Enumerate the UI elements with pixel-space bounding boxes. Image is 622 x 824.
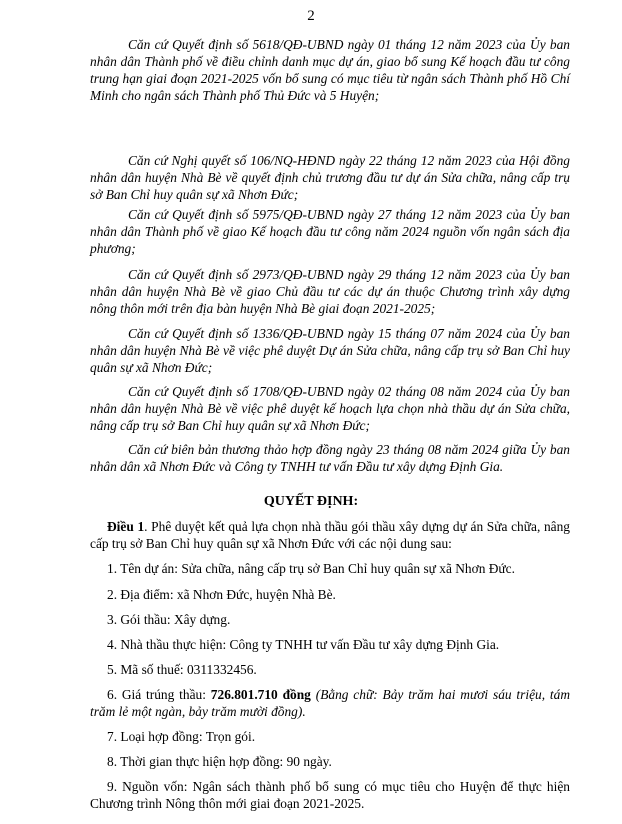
price-label: 6. Giá trúng thầu: [107,687,211,702]
basis-paragraph: Căn cứ biên bản thương thảo hợp đồng ngày 23 tháng 08 năm 2024 giữa Ủy ban nhân dân xã Nhơn Đức và Công ty TNHH tư vấn Đầu tư xây dựng Định Gia. [90,442,570,474]
article-1 [90,518,570,552]
list-item: 8. Thời gian thực hiện hợp đồng: 90 ngày. [107,754,332,769]
decision-heading: QUYẾT ĐỊNH: [263,494,359,509]
basis-paragraph: Căn cứ Quyết định số 1708/QĐ-UBND ngày 02 tháng 08 năm 2024 của Ủy ban nhân dân huyện Nhà Bè về việc phê duyệt kế hoạch lựa chọn nhà thầu dự án Sửa chữa, nâng cấp trụ sở Ban Chỉ huy quân sự xã Nhơn Đức; [90,384,570,433]
list-item: 3. Gói thầu: Xây dựng. [107,612,231,627]
basis-paragraph: Căn cứ Nghị quyết số 106/NQ-HĐND ngày 22 tháng 12 năm 2023 của Hội đồng nhân dân huyện Nhà Bè về quyết định chủ trương đầu tư dự án Sửa chữa, nâng cấp trụ sở Ban Chỉ huy quân sự xã Nhơn Đức; [90,153,570,202]
basis-paragraph: Căn cứ Quyết định số 2973/QĐ-UBND ngày 29 tháng 12 năm 2023 của Ủy ban nhân dân huyện Nhà Bè về giao Chủ đầu tư các dự án thuộc Chương trình xây dựng nông thôn mới trên địa bàn huyện Nhà Bè giai đoạn 2021-2025; [90,267,570,316]
basis-paragraph: Căn cứ Quyết định số 5618/QĐ-UBND ngày 01 tháng 12 năm 2023 của Ủy ban nhân dân Thành phố về điều chỉnh danh mục dự án, giao bổ sung Kế hoạch đầu tư công trung hạn giai đoạn 2021-2025 vốn bổ sung có mục tiêu từ ngân sách Thành phố Hồ Chí Minh cho ngân sách Thành phố Thủ Đức và 5 Huyện; [90,37,570,103]
article-1-label: Điều 1 [107,519,145,534]
list-item: 5. Mã số thuế: 0311332456. [107,662,257,677]
list-item: 9. Nguồn vốn: Ngân sách thành phố bổ sung có mục tiêu cho Huyện để thực hiện Chương trình Nông thôn mới giai đoạn 2021-2025. [90,779,570,811]
basis-paragraph: Căn cứ Quyết định số 5975/QĐ-UBND ngày 27 tháng 12 năm 2023 của Ủy ban nhân dân Thành phố về giao Kế hoạch đầu tư công năm 2024 nguồn vốn ngân sách địa phương; [90,207,570,256]
price-amount: 726.801.710 đồng [210,687,311,702]
list-item [90,686,570,720]
list-item: 2. Địa điểm: xã Nhơn Đức, huyện Nhà Bè. [107,587,336,602]
list-item: 7. Loại hợp đồng: Trọn gói. [107,729,256,744]
basis-paragraph: Căn cứ Quyết định số 1336/QĐ-UBND ngày 15 tháng 07 năm 2024 của Ủy ban nhân dân huyện Nhà Bè về việc phê duyệt Dự án Sửa chữa, nâng cấp trụ sở Ban Chỉ huy quân sự xã Nhơn Đức; [90,326,570,375]
article-1-text: . Phê duyệt kết quả lựa chọn nhà thầu gói thầu xây dựng dự án Sửa chữa, nâng cấp trụ sở Ban Chỉ huy quân sự xã Nhơn Đức với các nội dung sau: [90,519,570,551]
page-number: 2 [307,8,315,24]
price-in-words: (Bằng chữ: Bảy trăm hai mươi sáu triệu, tám trăm lẻ một ngàn, bảy trăm mười đồng). [90,687,570,719]
list-item: 1. Tên dự án: Sửa chữa, nâng cấp trụ sở Ban Chỉ huy quân sự xã Nhơn Đức. [107,561,515,576]
list-item: 4. Nhà thầu thực hiện: Công ty TNHH tư vấn Đầu tư xây dựng Định Gia. [107,637,500,652]
